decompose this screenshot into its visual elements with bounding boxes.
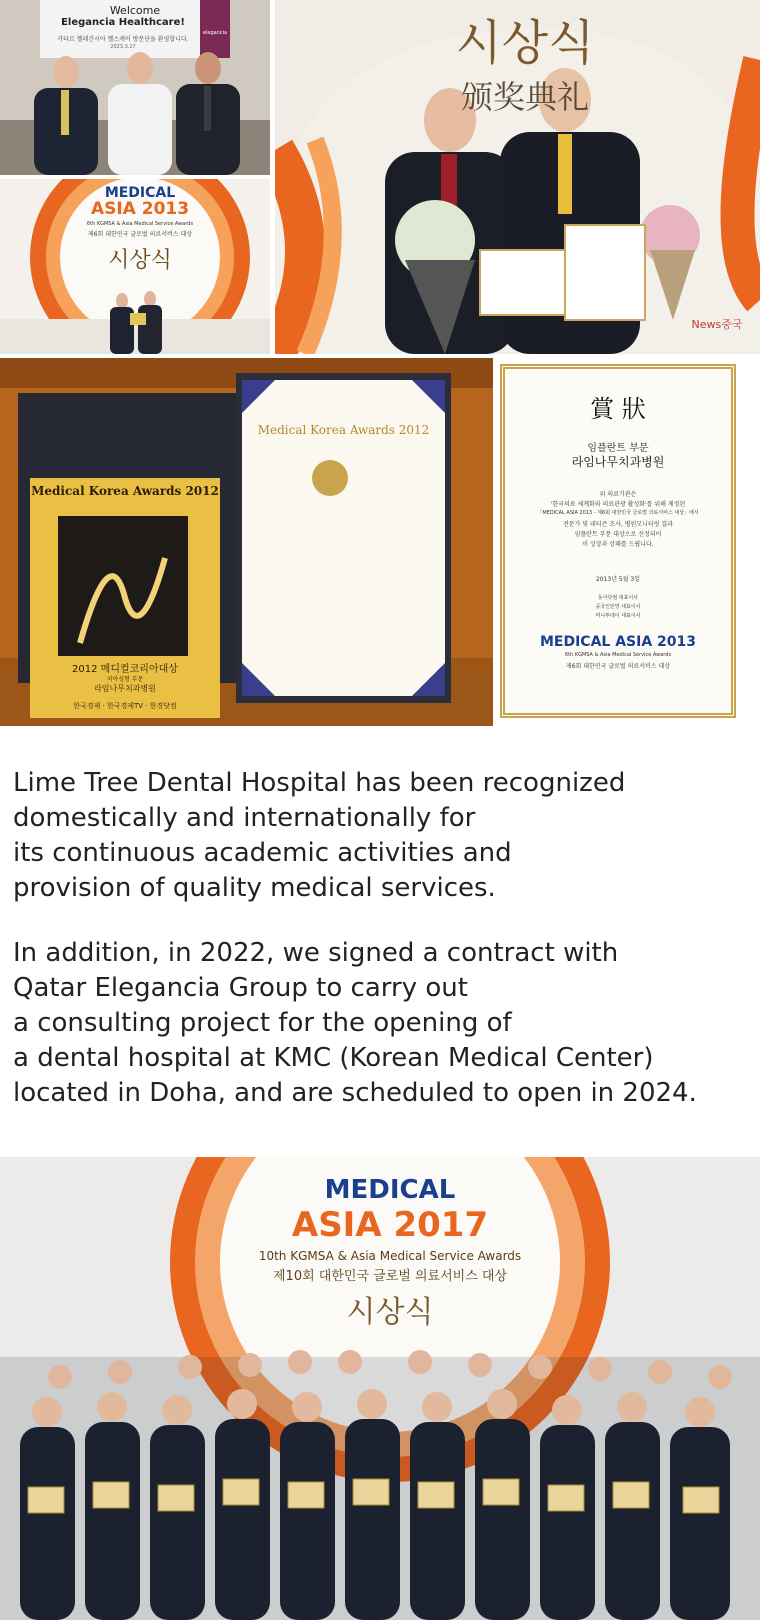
ma2017-logo-bottom: ASIA 2017 [291,1205,489,1245]
ma2017-sub-en: 10th KGMSA & Asia Medical Service Awards [258,1249,522,1263]
medical-korea-plaque-photo [0,358,493,726]
welcome-banner-date: 2023.3.27 [110,44,136,50]
contract-line: a consulting project for the opening of [13,1008,512,1038]
ma2017-logo-top: MEDICAL [324,1175,456,1205]
recognition-line: domestically and internationally for [13,803,476,833]
certificate-title: 賞 狀 [590,395,646,423]
certificate-category: 임플란트 부문 [587,443,649,454]
recognition-paragraph [13,766,625,906]
plaque-category: 치아성형 부문 [106,676,144,683]
contract-line: a dental hospital at KMC (Korean Medical Center) [13,1043,654,1073]
plaque-sponsors: 한국경제 · 한국경제TV · 한경닷컴 [73,702,177,710]
certificate-inner-title: Medical Korea Awards 2012 [257,423,430,437]
ma2013-small-sub-kr: 제6회 대한민국 글로벌 의료서비스 대상 [87,231,193,238]
large-ceremony-side-text: News중국 [691,318,743,331]
recognition-line: its continuous academic activities and [13,838,512,868]
certificate-signer-3: 머니투데이 대표이사 [595,613,641,619]
large-ceremony-korean: 시상식 [455,15,595,71]
contract-line: located in Doha, and are scheduled to open in 2024. [13,1078,697,1108]
ceremony-2013-small-photo [0,179,270,354]
ma2017-ceremony: 시상식 [346,1295,434,1330]
recognition-line: provision of quality medical services. [13,873,496,903]
certificate-hospital: 라임나무치과병원 [571,455,665,469]
ceremony-2017-group-photo [0,1157,760,1620]
elegancia-logo: elegancia [202,30,228,36]
ma2013-small-logo-bottom: ASIA 2013 [90,199,190,219]
certificate-logo-sub: 6th KGMSA & Asia Medical Service Awards [564,652,672,658]
plaque-award-name: 2012 메디컬코리아대상 [72,664,178,675]
certificate-body-6: 이 상장과 상패를 드립니다. [582,541,654,548]
award-certificate [500,364,736,718]
recognition-line: Lime Tree Dental Hospital has been recognized [13,768,626,798]
ma2013-small-ceremony: 시상식 [108,248,172,273]
contract-line: Qatar Elegancia Group to carry out [13,973,468,1003]
certificate-body-2: '한국의료 세계화와 의료관광 활성화'를 위해 제정된 [550,501,686,508]
certificate-body-3: 「MEDICAL ASIA 2013 - 제6회 대한민국 글로벌 의료서비스 대상」에서 [537,510,699,516]
welcome-banner-korean: 카타르 헬레건시아 헬스케어 방문단을 환영합니다. [57,36,189,43]
ceremony-2013-large-photo [275,0,760,354]
certificate-body-4: 전문가 및 네티즌 조사, 병원모니터링 결과 [563,521,673,528]
certificate-logo-kr: 제6회 대한민국 글로벌 의료서비스 대상 [565,663,671,670]
welcome-photo [0,0,270,175]
ma2013-small-logo-top: MEDICAL [104,185,176,201]
ma2017-sub-kr: 제10회 대한민국 글로벌 의료서비스 대상 [273,1269,507,1284]
contract-line: In addition, in 2022, we signed a contract with [13,938,619,968]
certificate-signer-2: 중국인민망 대표이사 [595,604,641,610]
plaque-hospital: 라임나무치과병원 [94,684,156,693]
welcome-banner-subtitle: Elegancia Healthcare! [61,17,185,28]
plaque-title: Medical Korea Awards 2012 [31,484,219,498]
ma2013-small-sub-en: 6th KGMSA & Asia Medical Service Awards [86,221,194,227]
contract-paragraph [13,936,697,1111]
welcome-banner-title: Welcome [109,4,161,17]
certificate-signer-1: 동아닷컴 대표이사 [597,595,639,601]
certificate-body-1: 위 의료기관은 [599,491,637,498]
large-ceremony-chinese: 颁奖典礼 [460,78,589,116]
certificate-body-5: 임플란트 부문 대상으로 선정되어 [574,531,662,538]
certificate-medical-asia-logo: MEDICAL ASIA 2013 [539,634,697,650]
certificate-date: 2013년 5월 3일 [595,576,641,583]
